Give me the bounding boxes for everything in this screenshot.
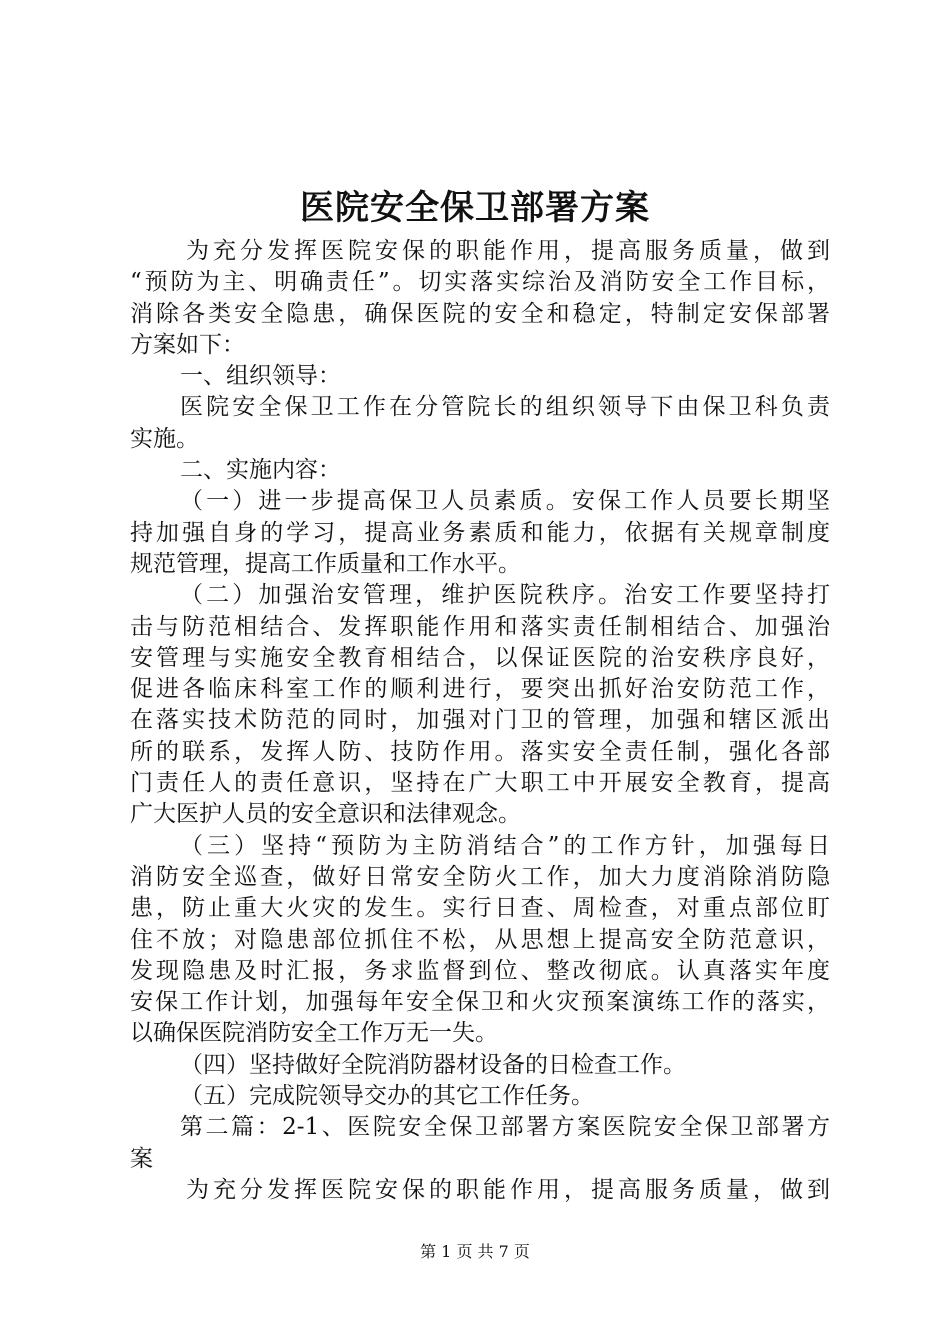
text-line: 二、实施内容：	[180, 457, 341, 484]
text-line: 门责任人的责任意识，坚持在广大职工中开展安全教育，提高	[130, 770, 830, 797]
text-line: 案	[130, 1145, 153, 1172]
text-line: （二）加强治安管理，维护医院秩序。治安工作要坚持打	[180, 582, 830, 609]
text-line: 规范管理，提高工作质量和工作水平。	[130, 550, 521, 577]
text-line: 促进各临床科室工作的顺利进行，要突出抓好治安防范工作，	[130, 676, 830, 703]
text-line: 持加强自身的学习，提高业务素质和能力，依据有关规章制度	[130, 519, 830, 546]
text-line: 实施。	[130, 425, 199, 452]
text-line: 以确保医院消防安全工作万无一失。	[130, 1020, 498, 1047]
text-line: 为充分发挥医院安保的职能作用，提高服务质量，做到	[186, 238, 830, 264]
text-line: 发现隐患及时汇报，务求监督到位、整改彻底。认真落实年度	[130, 957, 830, 984]
text-line: “预防为主、明确责任”。切实落实综治及消防安全工作目标，	[130, 269, 830, 296]
text-line: 为充分发挥医院安保的职能作用，提高服务质量，做到	[186, 1176, 830, 1203]
text-line: 消防安全巡查，做好日常安全防火工作，加大力度消除消防隐	[130, 863, 830, 890]
text-line: 所的联系，发挥人防、技防作用。落实安全责任制，强化各部	[130, 738, 830, 765]
text-line: 一、组织领导：	[180, 363, 341, 390]
text-line: 广大医护人员的安全意识和法律观念。	[130, 801, 521, 828]
text-line: （三）坚持“预防为主防消结合”的工作方针，加强每日	[180, 832, 830, 859]
text-line: 患，防止重大火灾的发生。实行日查、周检查，对重点部位盯	[130, 895, 830, 922]
document-body	[130, 236, 830, 1206]
text-line: 住不放；对隐患部位抓住不松，从思想上提高安全防范意识，	[130, 926, 830, 953]
text-line: 消除各类安全隐患，确保医院的安全和稳定，特制定安保部署	[130, 300, 830, 327]
page-footer: 第 1 页 共 7 页	[420, 1242, 530, 1261]
text-line: 医院安全保卫工作在分管院长的组织领导下由保卫科负责	[180, 394, 830, 421]
document-title: 医院安全保卫部署方案	[300, 188, 650, 228]
text-line: 击与防范相结合、发挥职能作用和落实责任制相结合、加强治	[130, 613, 830, 640]
text-line: （五）完成院领导交办的其它工作任务。	[180, 1083, 594, 1110]
text-line: （四）坚持做好全院消防器材设备的日检查工作。	[180, 1051, 686, 1078]
text-line: 安保工作计划，加强每年安全保卫和火灾预案演练工作的落实，	[130, 989, 830, 1016]
text-line: 方案如下：	[130, 331, 245, 358]
text-line: 第二篇：2-1、医院安全保卫部署方案医院安全保卫部署方	[180, 1114, 830, 1141]
text-line: （一）进一步提高保卫人员素质。安保工作人员要长期坚	[180, 488, 830, 515]
text-line: 安管理与实施安全教育相结合，以保证医院的治安秩序良好，	[130, 644, 830, 671]
text-line: 在落实技术防范的同时，加强对门卫的管理，加强和辖区派出	[130, 707, 830, 734]
